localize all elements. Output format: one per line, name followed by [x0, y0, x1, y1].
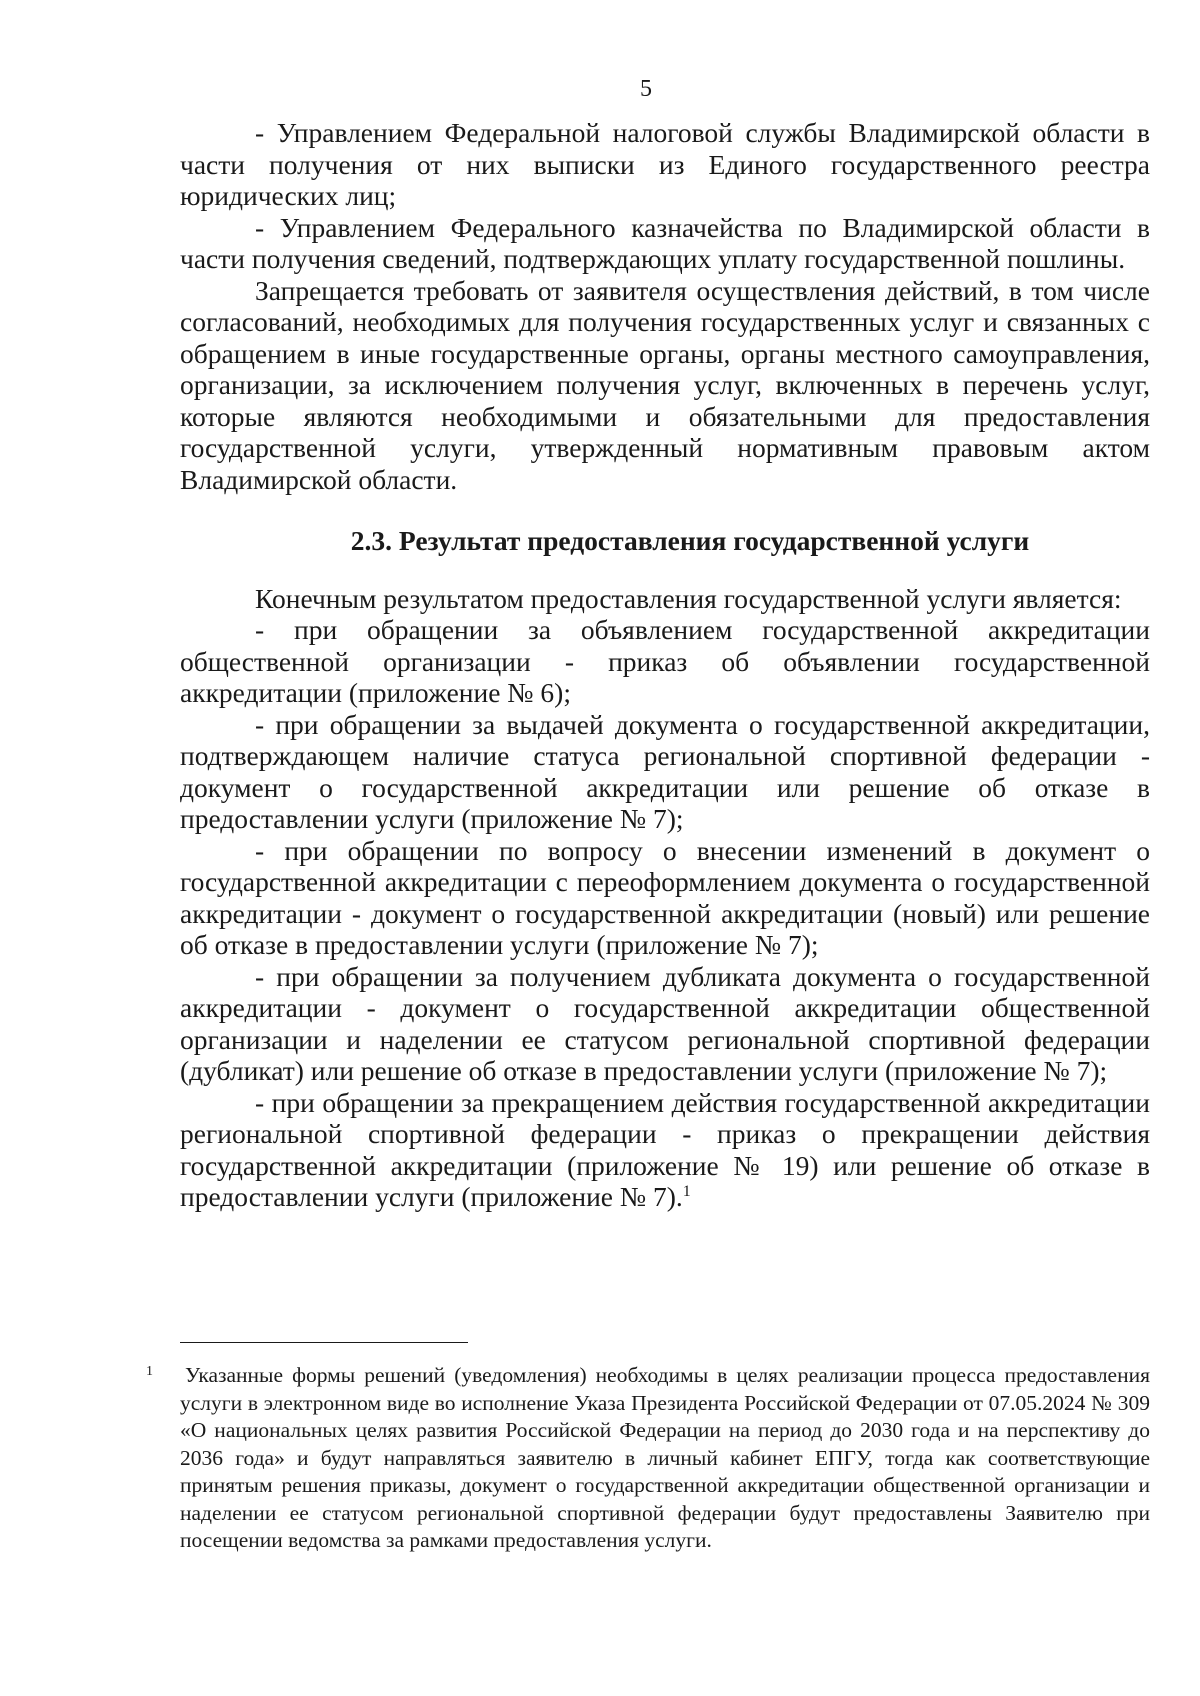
footnote-text: Указанные формы решений (уведомления) необходимы в целях реализации процесса предоставления услуги в электронном виде во исполнение Указа Президента Российской Федерации от 07.05.2024 № 309 «О национальных целях развития Российской Федерации на период до 2030 года и на перспективу до 2036 года» и будут направляться заявителю в личный кабинет ЕПГУ, тогда как соответствующие принятым решения приказы, документ о государственной аккредитации общественной организации и наделении ее статусом региональной спортивной федерации будут предоставлены Заявителю при посещении ведомства за рамками предоставления услуги. — [180, 1363, 1150, 1552]
result-item-changes: - при обращении по вопросу о внесении изменений в документ о государственной аккредитации с переоформлением документа о государственной аккредитации - документ о государственной аккредитации (новый) или решение об отказе в предоставлении услуги (приложение № 7); — [180, 834, 1150, 960]
page-number: 5 — [640, 76, 652, 102]
footnote-marker: 1 — [146, 1364, 153, 1379]
paragraph-prohibition: Запрещается требовать от заявителя осуществления действий, в том числе согласований, необходимых для получения государственных услуг и связанных с обращением в иные государственные органы, органы местного самоуправления, организации, за исключением получения услуг, включенных в перечень услуг, которые являются необходимыми и обязательными для предоставления государственной услуги, утвержденный нормативным правовым актом Владимирской области. — [180, 274, 1150, 495]
section-intro: Конечным результатом предоставления государственной услуги является: — [255, 582, 1122, 614]
result-item-termination-text: - при обращении за прекращением действия государственной аккредитации региональной спортивной федерации - приказ о прекращении действия государственной аккредитации (приложение № 19) или решение об отказе в предоставлении услуги (приложение № 7). — [180, 1086, 1150, 1212]
result-item-issuance: - при обращении за выдачей документа о государственной аккредитации, подтверждающем наличие статуса региональной спортивной федерации - документ о государственной аккредитации или решение об отказе в предоставлении услуги (приложение № 7); — [180, 708, 1150, 834]
result-item-duplicate: - при обращении за получением дубликата документа о государственной аккредитации - документ о государственной аккредитации общественной организации и наделении ее статусом региональной спортивной федерации (дубликат) или решение об отказе в предоставлении услуги (приложение № 7); — [180, 960, 1150, 1086]
paragraph-tax-service: - Управлением Федеральной налоговой службы Владимирской области в части получения от них выписки из Единого государственного реестра юридических лиц; — [180, 117, 1150, 211]
paragraph-treasury: - Управлением Федерального казначейства по Владимирской области в части получения сведений, подтверждающих уплату государственной пошлины. — [180, 211, 1150, 274]
body-text — [180, 117, 1150, 1213]
footnote-separator — [180, 1342, 468, 1343]
section-heading: 2.3. Результат предоставления государственной услуги — [350, 525, 1030, 556]
result-item-announcement: - при обращении за объявлением государственной аккредитации общественной организации - приказ об объявлении государственной аккредитации (приложение № 6); — [180, 614, 1150, 708]
footnote — [146, 1362, 1150, 1555]
result-item-termination — [180, 1087, 1150, 1213]
footnote-reference: 1 — [682, 1182, 691, 1200]
